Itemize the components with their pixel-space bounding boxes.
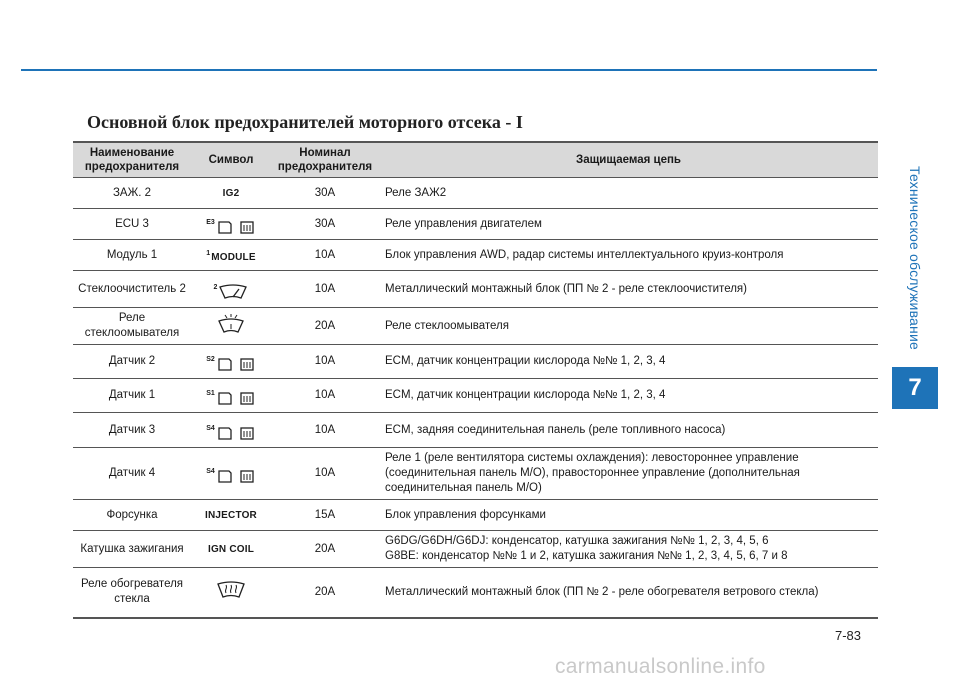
fuse-symbol	[191, 271, 271, 308]
washer-icon	[216, 314, 246, 334]
fuse-name: Датчик 3	[73, 413, 191, 448]
fuse-circuit: Металлический монтажный блок (ПП № 2 - реле обогревателя ветрового стекла)	[379, 568, 878, 618]
symbol-label: S4	[206, 468, 215, 475]
circuit-line: G6DG/G6DH/G6DJ: конденсатор, катушка зажигания №№ 1, 2, 3, 4, 5, 6	[385, 535, 769, 547]
symbol-text: INJECTOR	[205, 509, 257, 521]
table-header-row	[73, 142, 878, 178]
symbol-text: IG2	[222, 187, 240, 199]
table-row	[73, 448, 878, 500]
fuse-circuit: Реле ЗАЖ2	[379, 178, 878, 209]
symbol-label: 1	[206, 250, 211, 257]
ecu-icon	[216, 356, 256, 372]
header-rating: Номинал предохранителя	[271, 142, 379, 178]
header-circuit: Защищаемая цепь	[379, 142, 878, 178]
table-row	[73, 531, 878, 568]
fuse-rating: 20A	[271, 568, 379, 618]
fuse-rating: 30A	[271, 209, 379, 240]
top-rule	[21, 69, 877, 71]
table-row	[73, 240, 878, 271]
ecu-icon	[216, 425, 256, 441]
table-row	[73, 379, 878, 413]
fuse-symbol	[191, 308, 271, 345]
table-row	[73, 271, 878, 308]
table-row	[73, 178, 878, 209]
fuse-symbol	[191, 413, 271, 448]
fuse-symbol	[191, 500, 271, 531]
fuse-table	[73, 141, 878, 619]
symbol-label: S1	[206, 390, 215, 397]
fuse-name: Датчик 1	[73, 379, 191, 413]
fuse-circuit	[379, 531, 878, 568]
fuse-name: Датчик 2	[73, 345, 191, 379]
fuse-rating: 20A	[271, 531, 379, 568]
fuse-symbol	[191, 568, 271, 618]
fuse-circuit: Реле 1 (реле вентилятора системы охлаждения): левостороннее управление (соединительная панель М/О), правостороннее управление (дополнительная соединительная панель М/О)	[379, 448, 878, 500]
fuse-rating: 10A	[271, 448, 379, 500]
fuse-rating: 20A	[271, 308, 379, 345]
fuse-rating: 15A	[271, 500, 379, 531]
section-tab	[893, 150, 937, 365]
fuse-rating: 10A	[271, 345, 379, 379]
symbol-text: MODULE	[211, 252, 256, 263]
ecu-icon	[216, 468, 256, 484]
fuse-rating: 10A	[271, 271, 379, 308]
fuse-name: Стеклоочиститель 2	[73, 271, 191, 308]
symbol-label: E3	[206, 218, 215, 226]
fuse-rating: 10A	[271, 413, 379, 448]
ecu-icon	[216, 219, 256, 235]
circuit-line: G8BE: конденсатор №№ 1 и 2, катушка зажигания №№ 1, 2, 3, 4, 5, 6, 7 и 8	[385, 550, 788, 562]
fuse-name: ЗАЖ. 2	[73, 178, 191, 209]
table-row	[73, 568, 878, 618]
symbol-label: S2	[206, 356, 215, 363]
fuse-symbol	[191, 448, 271, 500]
fuse-name: Реле обогревателя стекла	[73, 568, 191, 618]
watermark: carmanualsonline.info	[555, 655, 766, 678]
fuse-circuit: Блок управления AWD, радар системы интеллектуального круиз-контроля	[379, 240, 878, 271]
header-name: Наименование предохранителя	[73, 142, 191, 178]
symbol-text: IGN COIL	[207, 543, 255, 555]
defroster-icon	[216, 581, 246, 599]
page-title: Основной блок предохранителей моторного отсека - I	[87, 112, 523, 132]
fuse-circuit: Блок управления форсунками	[379, 500, 878, 531]
fuse-rating: 30A	[271, 178, 379, 209]
fuse-symbol	[191, 345, 271, 379]
table-row	[73, 209, 878, 240]
ecu-icon	[216, 390, 256, 406]
table-row	[73, 500, 878, 531]
fuse-name: Форсунка	[73, 500, 191, 531]
fuse-name: ECU 3	[73, 209, 191, 240]
fuse-symbol	[191, 531, 271, 568]
fuse-name: Модуль 1	[73, 240, 191, 271]
fuse-name: Катушка зажигания	[73, 531, 191, 568]
symbol-label: 2	[213, 283, 218, 291]
table-row	[73, 308, 878, 345]
table-row	[73, 413, 878, 448]
fuse-symbol	[191, 178, 271, 209]
chapter-number-badge	[892, 367, 938, 409]
table-row	[73, 345, 878, 379]
fuse-symbol	[191, 240, 271, 271]
fuse-symbol	[191, 209, 271, 240]
fuse-name: Реле стеклоомывателя	[73, 308, 191, 345]
section-title: Техническое обслуживание	[907, 165, 923, 350]
fuse-circuit: ECM, датчик концентрации кислорода №№ 1, 2, 3, 4	[379, 379, 878, 413]
wiper-icon	[218, 284, 248, 300]
fuse-circuit: ECM, задняя соединительная панель (реле топливного насоса)	[379, 413, 878, 448]
symbol-label: S4	[206, 424, 215, 432]
fuse-circuit: ECM, датчик концентрации кислорода №№ 1, 2, 3, 4	[379, 345, 878, 379]
fuse-circuit: Реле управления двигателем	[379, 209, 878, 240]
fuse-circuit: Металлический монтажный блок (ПП № 2 - реле стеклоочистителя)	[379, 271, 878, 308]
header-symbol: Символ	[191, 142, 271, 178]
chapter-number: 7	[908, 374, 922, 401]
fuse-rating: 10A	[271, 240, 379, 271]
page-number: 7-83	[835, 628, 862, 643]
fuse-rating: 10A	[271, 379, 379, 413]
fuse-name: Датчик 4	[73, 448, 191, 500]
fuse-symbol	[191, 379, 271, 413]
fuse-circuit: Реле стеклоомывателя	[379, 308, 878, 345]
